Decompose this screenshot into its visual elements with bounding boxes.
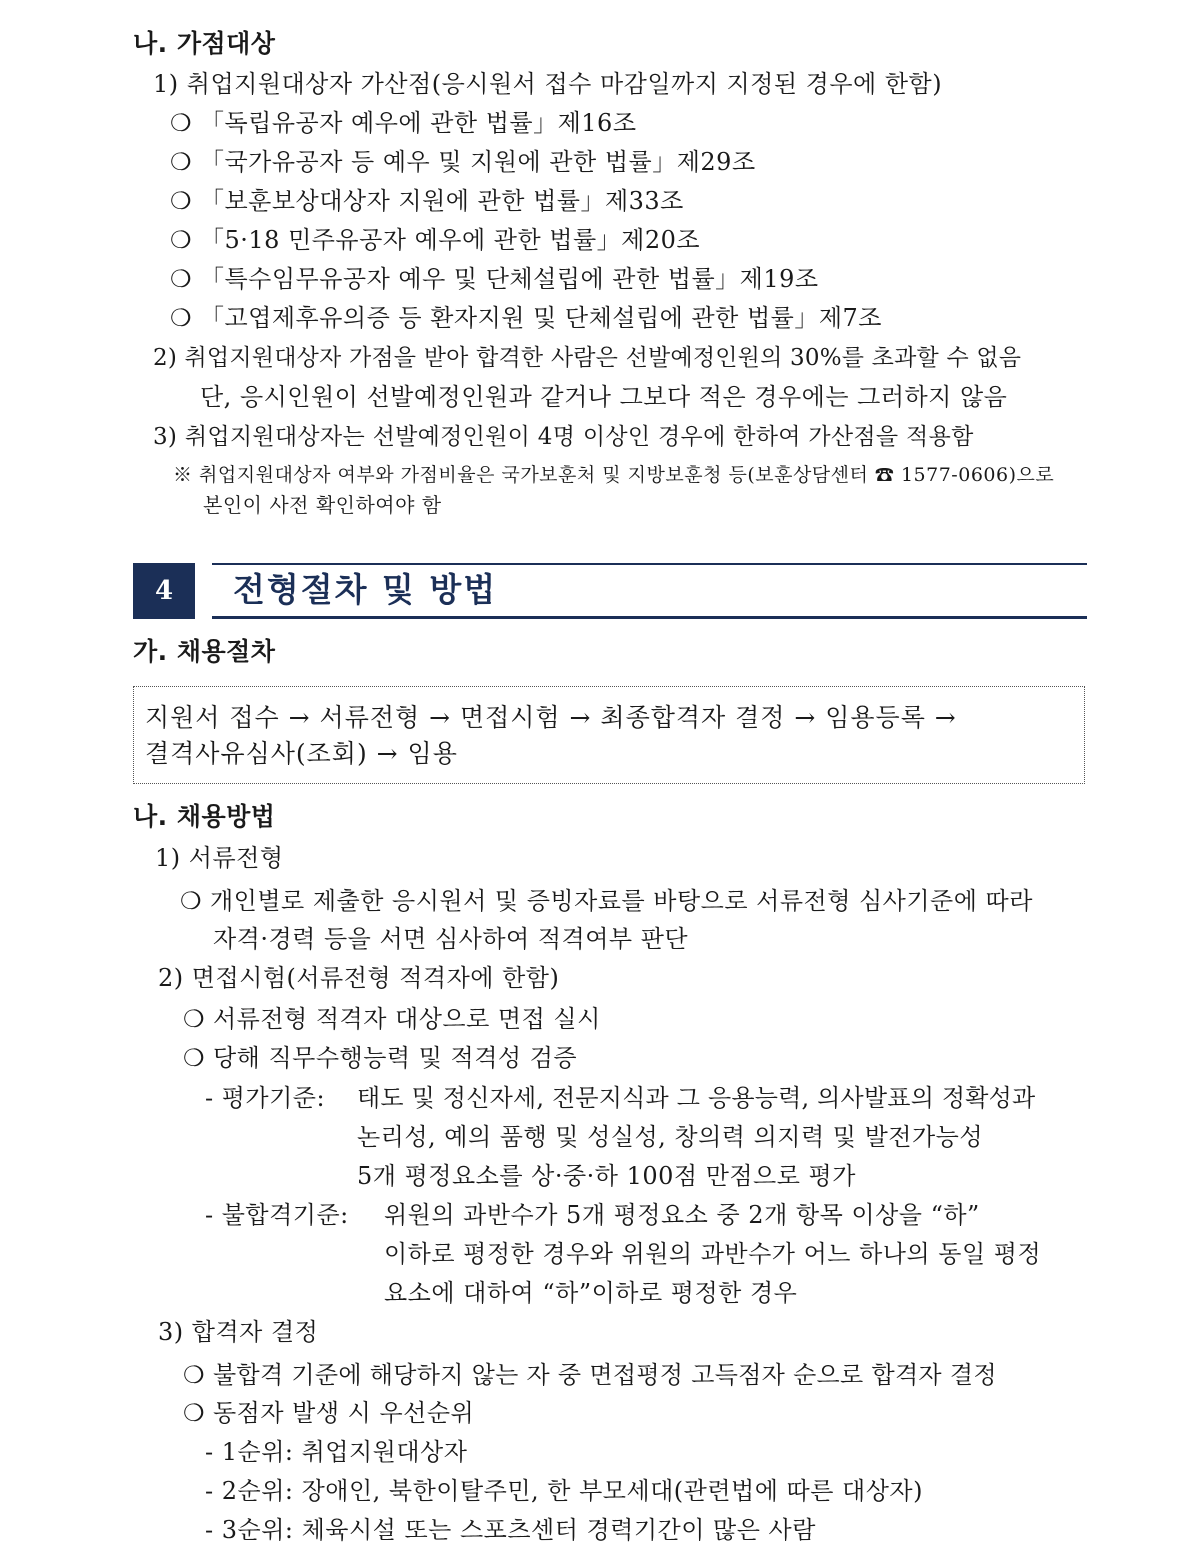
decision-bullet-text: 동점자 발생 시 우선순위	[213, 1399, 475, 1427]
circle-bullet-icon: ❍	[170, 148, 193, 176]
interview-title: 2) 면접시험(서류전형 적격자에 한함)	[158, 964, 560, 992]
law-text: 「특수임무유공자 예우 및 단체설립에 관한 법률」제19조	[200, 265, 819, 293]
decision-title: 3) 합격자 결정	[158, 1318, 319, 1346]
method-heading: 나. 채용방법	[133, 802, 276, 831]
criteria-text: 5개 평정요소를 상·중·하 100점 만점으로 평가	[357, 1162, 856, 1190]
procedure-flow-line: 결격사유심사(조회) → 임용	[145, 739, 458, 768]
bonus-item-2-cont: 단, 응시인원이 선발예정인원과 같거나 그보다 적은 경우에는 그러하지 않음	[200, 383, 1008, 411]
priority-rank-2: - 2순위: 장애인, 북한이탈주민, 한 부모세대(관련법에 따른 대상자)	[205, 1477, 923, 1505]
law-text: 「5·18 민주유공자 예우에 관한 법률」제20조	[200, 226, 701, 254]
law-text: 「독립유공자 예우에 관한 법률」제16조	[200, 109, 637, 137]
circle-bullet-icon: ❍	[170, 226, 193, 254]
law-item	[170, 224, 700, 256]
doc-screening-text-cont: 자격·경력 등을 서면 심사하여 적격여부 판단	[213, 925, 689, 953]
decision-bullet	[183, 1359, 997, 1391]
circle-bullet-icon: ❍	[180, 887, 203, 915]
law-text: 「고엽제후유의증 등 환자지원 및 단체설립에 관한 법률」제7조	[200, 304, 882, 332]
fail-criteria-text: 위원의 과반수가 5개 평정요소 중 2개 항목 이상을 “하”	[384, 1201, 980, 1229]
doc-screening-bullet	[180, 885, 1033, 917]
decision-bullet-text: 불합격 기준에 해당하지 않는 자 중 면접평정 고득점자 순으로 합격자 결정	[213, 1361, 997, 1389]
bonus-note: ※ 취업지원대상자 여부와 가점비율은 국가보훈처 및 지방보훈청 등(보훈상담센터 ☎ 1577-0606)으로	[173, 464, 1055, 486]
doc-screening-title: 1) 서류전형	[155, 844, 284, 872]
priority-rank-3: - 3순위: 체육시설 또는 스포츠센터 경력기간이 많은 사람	[205, 1516, 816, 1544]
priority-rank-1: - 1순위: 취업지원대상자	[205, 1438, 468, 1466]
circle-bullet-icon: ❍	[170, 304, 193, 332]
circle-bullet-icon: ❍	[170, 187, 193, 215]
interview-bullet	[183, 1003, 601, 1035]
doc-screening-text: 개인별로 제출한 응시원서 및 증빙자료를 바탕으로 서류전형 심사기준에 따라	[210, 887, 1033, 915]
law-item	[170, 185, 684, 217]
circle-bullet-icon: ❍	[183, 1044, 206, 1072]
law-item	[170, 263, 819, 295]
bonus-item-3: 3) 취업지원대상자는 선발예정인원이 4명 이상인 경우에 한하여 가산점을 적용함	[153, 424, 974, 450]
bonus-item-1: 1) 취업지원대상자 가산점(응시원서 접수 마감일까지 지정된 경우에 한함)	[153, 70, 943, 98]
section-number-badge: 4	[133, 563, 195, 619]
law-item	[170, 146, 756, 178]
bonus-heading: 나. 가점대상	[133, 29, 276, 58]
criteria-label: - 평가기준:	[205, 1084, 326, 1112]
section-title: 전형절차 및 방법	[233, 570, 498, 609]
fail-criteria-label: - 불합격기준:	[205, 1201, 349, 1229]
bonus-item-2: 2) 취업지원대상자 가점을 받아 합격한 사람은 선발예정인원의 30%를 초과할 수 없음	[153, 345, 1022, 371]
interview-bullet-text: 당해 직무수행능력 및 적격성 검증	[213, 1044, 578, 1072]
fail-criteria-text: 요소에 대하여 “하”이하로 평정한 경우	[384, 1279, 798, 1307]
circle-bullet-icon: ❍	[170, 265, 193, 293]
criteria-text: 태도 및 정신자세, 전문지식과 그 응용능력, 의사발표의 정확성과	[357, 1084, 1036, 1112]
law-text: 「국가유공자 등 예우 및 지원에 관한 법률」제29조	[200, 148, 756, 176]
law-text: 「보훈보상대상자 지원에 관한 법률」제33조	[200, 187, 684, 215]
circle-bullet-icon: ❍	[183, 1361, 205, 1389]
circle-bullet-icon: ❍	[183, 1399, 206, 1427]
circle-bullet-icon: ❍	[183, 1005, 206, 1033]
procedure-heading: 가. 채용절차	[133, 637, 276, 666]
circle-bullet-icon: ❍	[170, 109, 193, 137]
interview-bullet-text: 서류전형 적격자 대상으로 면접 실시	[213, 1005, 601, 1033]
fail-criteria-text: 이하로 평정한 경우와 위원의 과반수가 어느 하나의 동일 평정	[384, 1240, 1042, 1268]
procedure-flow-line: 지원서 접수 → 서류전형 → 면접시험 → 최종합격자 결정 → 임용등록 →	[145, 703, 957, 732]
interview-bullet	[183, 1042, 577, 1074]
bonus-note-cont: 본인이 사전 확인하여야 함	[203, 493, 442, 517]
criteria-text: 논리성, 예의 품행 및 성실성, 창의력 의지력 및 발전가능성	[357, 1123, 984, 1151]
law-item	[170, 107, 637, 139]
law-item	[170, 302, 882, 334]
decision-bullet	[183, 1397, 474, 1429]
